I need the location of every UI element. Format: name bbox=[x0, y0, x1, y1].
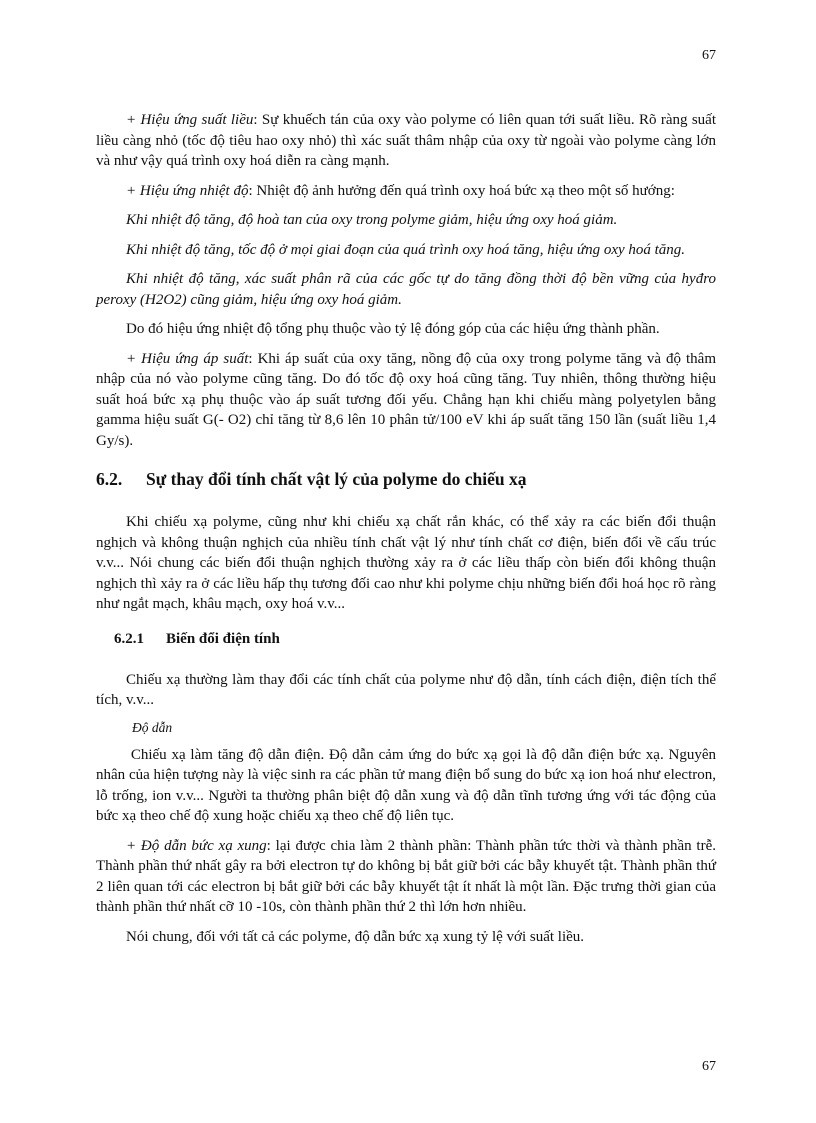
paragraph-temperature-item-1: Khi nhiệt độ tăng, độ hoà tan của oxy trong polyme giảm, hiệu ứng oxy hoá giảm. bbox=[126, 212, 618, 228]
paragraph-pulse-conductivity: + Độ dẫn bức xạ xung: lại được chia làm 2 thành phần: Thành phần tức thời và thành phần trễ. Thành phần thứ nhất gây ra bởi electron tự do không bị bắt giữ bởi các bẫy khuyết tật. Thành phần thứ 2 liên quan tới các electron bị bắt giữ bởi các bẫy khuyết tật ít nhất là một lần. Đặc trưng thời gian của thành phần thứ nhất cỡ 10 -10s, còn thành phần thứ 2 thì lớn hơn nhiều. bbox=[96, 837, 716, 915]
page-number-top: 67 bbox=[702, 48, 716, 63]
subsection-number: 6.2.1 bbox=[114, 630, 144, 647]
term-pressure-effect: + Hiệu ứng áp suất bbox=[126, 350, 249, 367]
paragraph-temperature-conclusion: Do đó hiệu ứng nhiệt độ tổng phụ thuộc vào tỷ lệ đóng góp của các hiệu ứng thành phần. bbox=[126, 321, 660, 337]
term-pulse-conductivity: + Độ dẫn bức xạ xung bbox=[126, 837, 267, 854]
paragraph-pressure-effect: + Hiệu ứng áp suất: Khi áp suất của oxy tăng, nồng độ của oxy trong polyme tăng và độ thâm nhập của nó vào polyme cũng tăng. Do đó tốc độ oxy hoá cũng tăng. Tuy nhiên, thông thường hiệu suất hoá bức xạ phụ thuộc vào áp suất tương đối yếu. Chẳng hạn khi chiếu màng polyetylen bằng gamma hiệu suất G(- O2) chỉ tăng từ 8,6 lên 10 phân tử/100 eV khi áp suất tăng 150 lần (suất liều 1,4 Gy/s). bbox=[96, 350, 717, 449]
paragraph-electrical-intro: Chiếu xạ thường làm thay đổi các tính chất của polyme như độ dẫn, tính cách điện, điện tích thể tích, v.v... bbox=[96, 671, 716, 708]
term-dose-rate-effect: + Hiệu ứng suất liều bbox=[126, 112, 254, 128]
subsection-title: Biến đổi điện tính bbox=[166, 630, 280, 647]
subtitle-conductivity: Độ dẫn bbox=[132, 719, 173, 735]
page-content bbox=[96, 110, 720, 956]
section-title: Sự thay đổi tính chất vật lý của polyme do chiếu xạ bbox=[146, 469, 527, 489]
paragraph-section-intro: Khi chiếu xạ polyme, cũng như khi chiếu xạ chất rắn khác, có thể xảy ra các biến đổi thuận nghịch và không thuận nghịch của nhiều tính chất vật lý như tính chất cơ điện, biến đổi về cấu trúc v.v... Nói chung các biến đổi thuận nghịch thường xảy ra ở các liều thấp còn biến đổi không thuận nghịch thì xảy ra ở các liều hấp thụ tương đối cao như khi polyme chịu những biến đổi hoá học rõ ràng như ngắt mạch, khâu mạch, oxy hoá v.v... bbox=[96, 514, 716, 612]
paragraph-dose-rate-effect: + Hiệu ứng suất liều: Sự khuếch tán của oxy vào polyme có liên quan tới suất liều. Rõ ràng suất liều càng nhỏ (tốc độ tiêu hao oxy nhỏ) thì xác suất thâm nhập của oxy từ ngoài vào polyme càng lớn và như vậy quá trình oxy hoá diễn ra càng mạnh. bbox=[96, 112, 716, 169]
subsection-heading bbox=[114, 631, 716, 648]
section-number: 6.2. bbox=[96, 469, 123, 489]
paragraph-conclusion: Nói chung, đối với tất cả các polyme, độ dẫn bức xạ xung tỷ lệ với suất liều. bbox=[126, 928, 585, 945]
paragraph-temperature-item-2: Khi nhiệt độ tăng, tốc độ ở mọi giai đoạn của quá trình oxy hoá tăng, hiệu ứng oxy hoá tăng. bbox=[126, 241, 686, 258]
section-heading bbox=[96, 469, 716, 490]
paragraph-temperature-effect: + Hiệu ứng nhiệt độ: Nhiệt độ ảnh hưởng đến quá trình oxy hoá bức xạ theo một số hướng: bbox=[126, 182, 675, 199]
term-temperature-effect: + Hiệu ứng nhiệt độ bbox=[126, 182, 249, 199]
paragraph-temperature-item-3: Khi nhiệt độ tăng, xác suất phân rã của các gốc tự do tăng đồng thời độ bền vững của hyđro peroxy (H2O2) cũng giảm, hiệu ứng oxy hoá giảm. bbox=[96, 271, 716, 308]
page-number-bottom: 67 bbox=[702, 1059, 716, 1074]
paragraph-conductivity: Chiếu xạ làm tăng độ dẫn điện. Độ dẫn cảm ứng do bức xạ gọi là độ dẫn điện bức xạ. Nguyên nhân của hiện tượng này là việc sinh ra các phần tử mang điện bổ sung do bức xạ ion hoá như electron, lỗ trống, ion v.v... Người ta thường phân biệt độ dẫn xung và độ dẫn tĩnh tương ứng với tác động của bức xạ theo chế độ xung hoặc chiếu xạ theo chế độ liên tục. bbox=[96, 746, 720, 824]
